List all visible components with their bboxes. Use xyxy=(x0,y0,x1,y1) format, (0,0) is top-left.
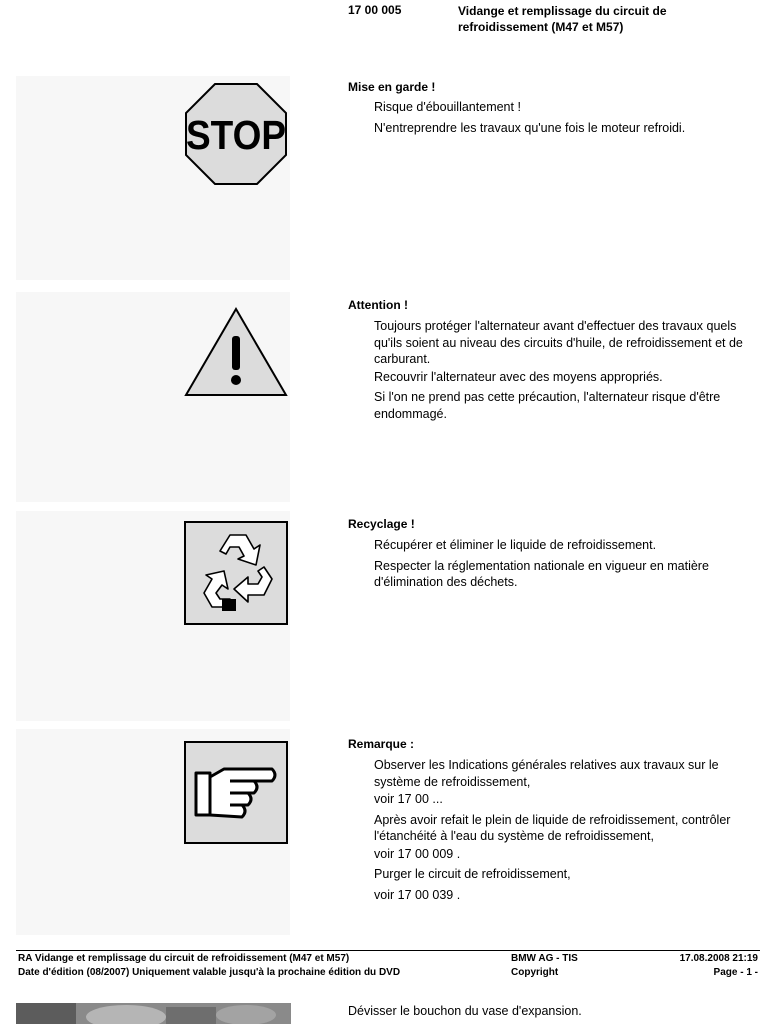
svg-text:STOP: STOP xyxy=(185,113,287,159)
footer-datetime: 17.08.2008 21:19 xyxy=(679,953,758,964)
section-line: Après avoir refait le plein de liquide de refroidissement, contrôler l'étanchéité à l'eau du système de refroidissement, xyxy=(374,812,731,843)
section-line: voir 17 00 009 . xyxy=(374,846,461,861)
section-line: Respecter la réglementation nationale en vigueur en matière d'élimination des déchets. xyxy=(374,558,709,589)
footer-page-number: Page - 1 - xyxy=(713,967,758,978)
section-line: Toujours protéger l'alternateur avant d'effectuer des travaux quels qu'ils soient au niveau des circuits d'huile, de refroidissement et de carburant. xyxy=(374,319,743,366)
procedure-title: Vidange et remplissage du circuit de refroidissement (M47 et M57) xyxy=(458,4,667,34)
section-line: Observer les Indications générales relatives aux travaux sur le système de refroidissement, xyxy=(374,758,719,789)
instruction-text: Dévisser le bouchon du vase d'expansion. xyxy=(348,1004,582,1018)
section-title-warning: Mise en garde ! xyxy=(348,80,436,94)
section-title-recycling: Recyclage ! xyxy=(348,517,415,531)
procedure-number: 17 00 005 xyxy=(348,3,402,17)
section-line: voir 17 00 039 . xyxy=(374,887,461,902)
footer-copyright: Copyright xyxy=(511,967,559,978)
footer-publisher: BMW AG - TIS xyxy=(511,953,578,964)
section-line: Purger le circuit de refroidissement, xyxy=(374,867,571,881)
section-body-recycling xyxy=(374,537,758,595)
footer-edition-note: Date d'édition (08/2007) Uniquement valable jusqu'à la prochaine édition du DVD xyxy=(18,967,401,978)
section-line: voir 17 00 ... xyxy=(374,792,443,806)
section-line: Risque d'ébouillantement ! xyxy=(374,100,521,114)
stop-sign-icon xyxy=(184,82,288,186)
footer-divider xyxy=(16,950,760,951)
section-body-attention xyxy=(374,318,758,426)
recycling-icon xyxy=(184,521,288,625)
section-title-note: Remarque : xyxy=(348,737,415,751)
section-line: Récupérer et éliminer le liquide de refroidissement. xyxy=(374,538,657,552)
section-title-attention: Attention ! xyxy=(348,298,408,312)
engine-photo xyxy=(16,1003,291,1024)
section-line: N'entreprendre les travaux qu'une fois le moteur refroidi. xyxy=(374,120,686,135)
section-line: Si l'on ne prend pas cette précaution, l'alternateur risque d'être endommagé. xyxy=(374,390,721,421)
section-body-note xyxy=(374,757,758,907)
footer-document-title: RA Vidange et remplissage du circuit de refroidissement (M47 et M57) xyxy=(18,953,350,964)
section-body-warning xyxy=(374,99,758,140)
pointing-hand-icon xyxy=(184,741,288,844)
warning-triangle-icon xyxy=(183,306,289,398)
section-line: Recouvrir l'alternateur avec des moyens appropriés. xyxy=(374,369,663,384)
